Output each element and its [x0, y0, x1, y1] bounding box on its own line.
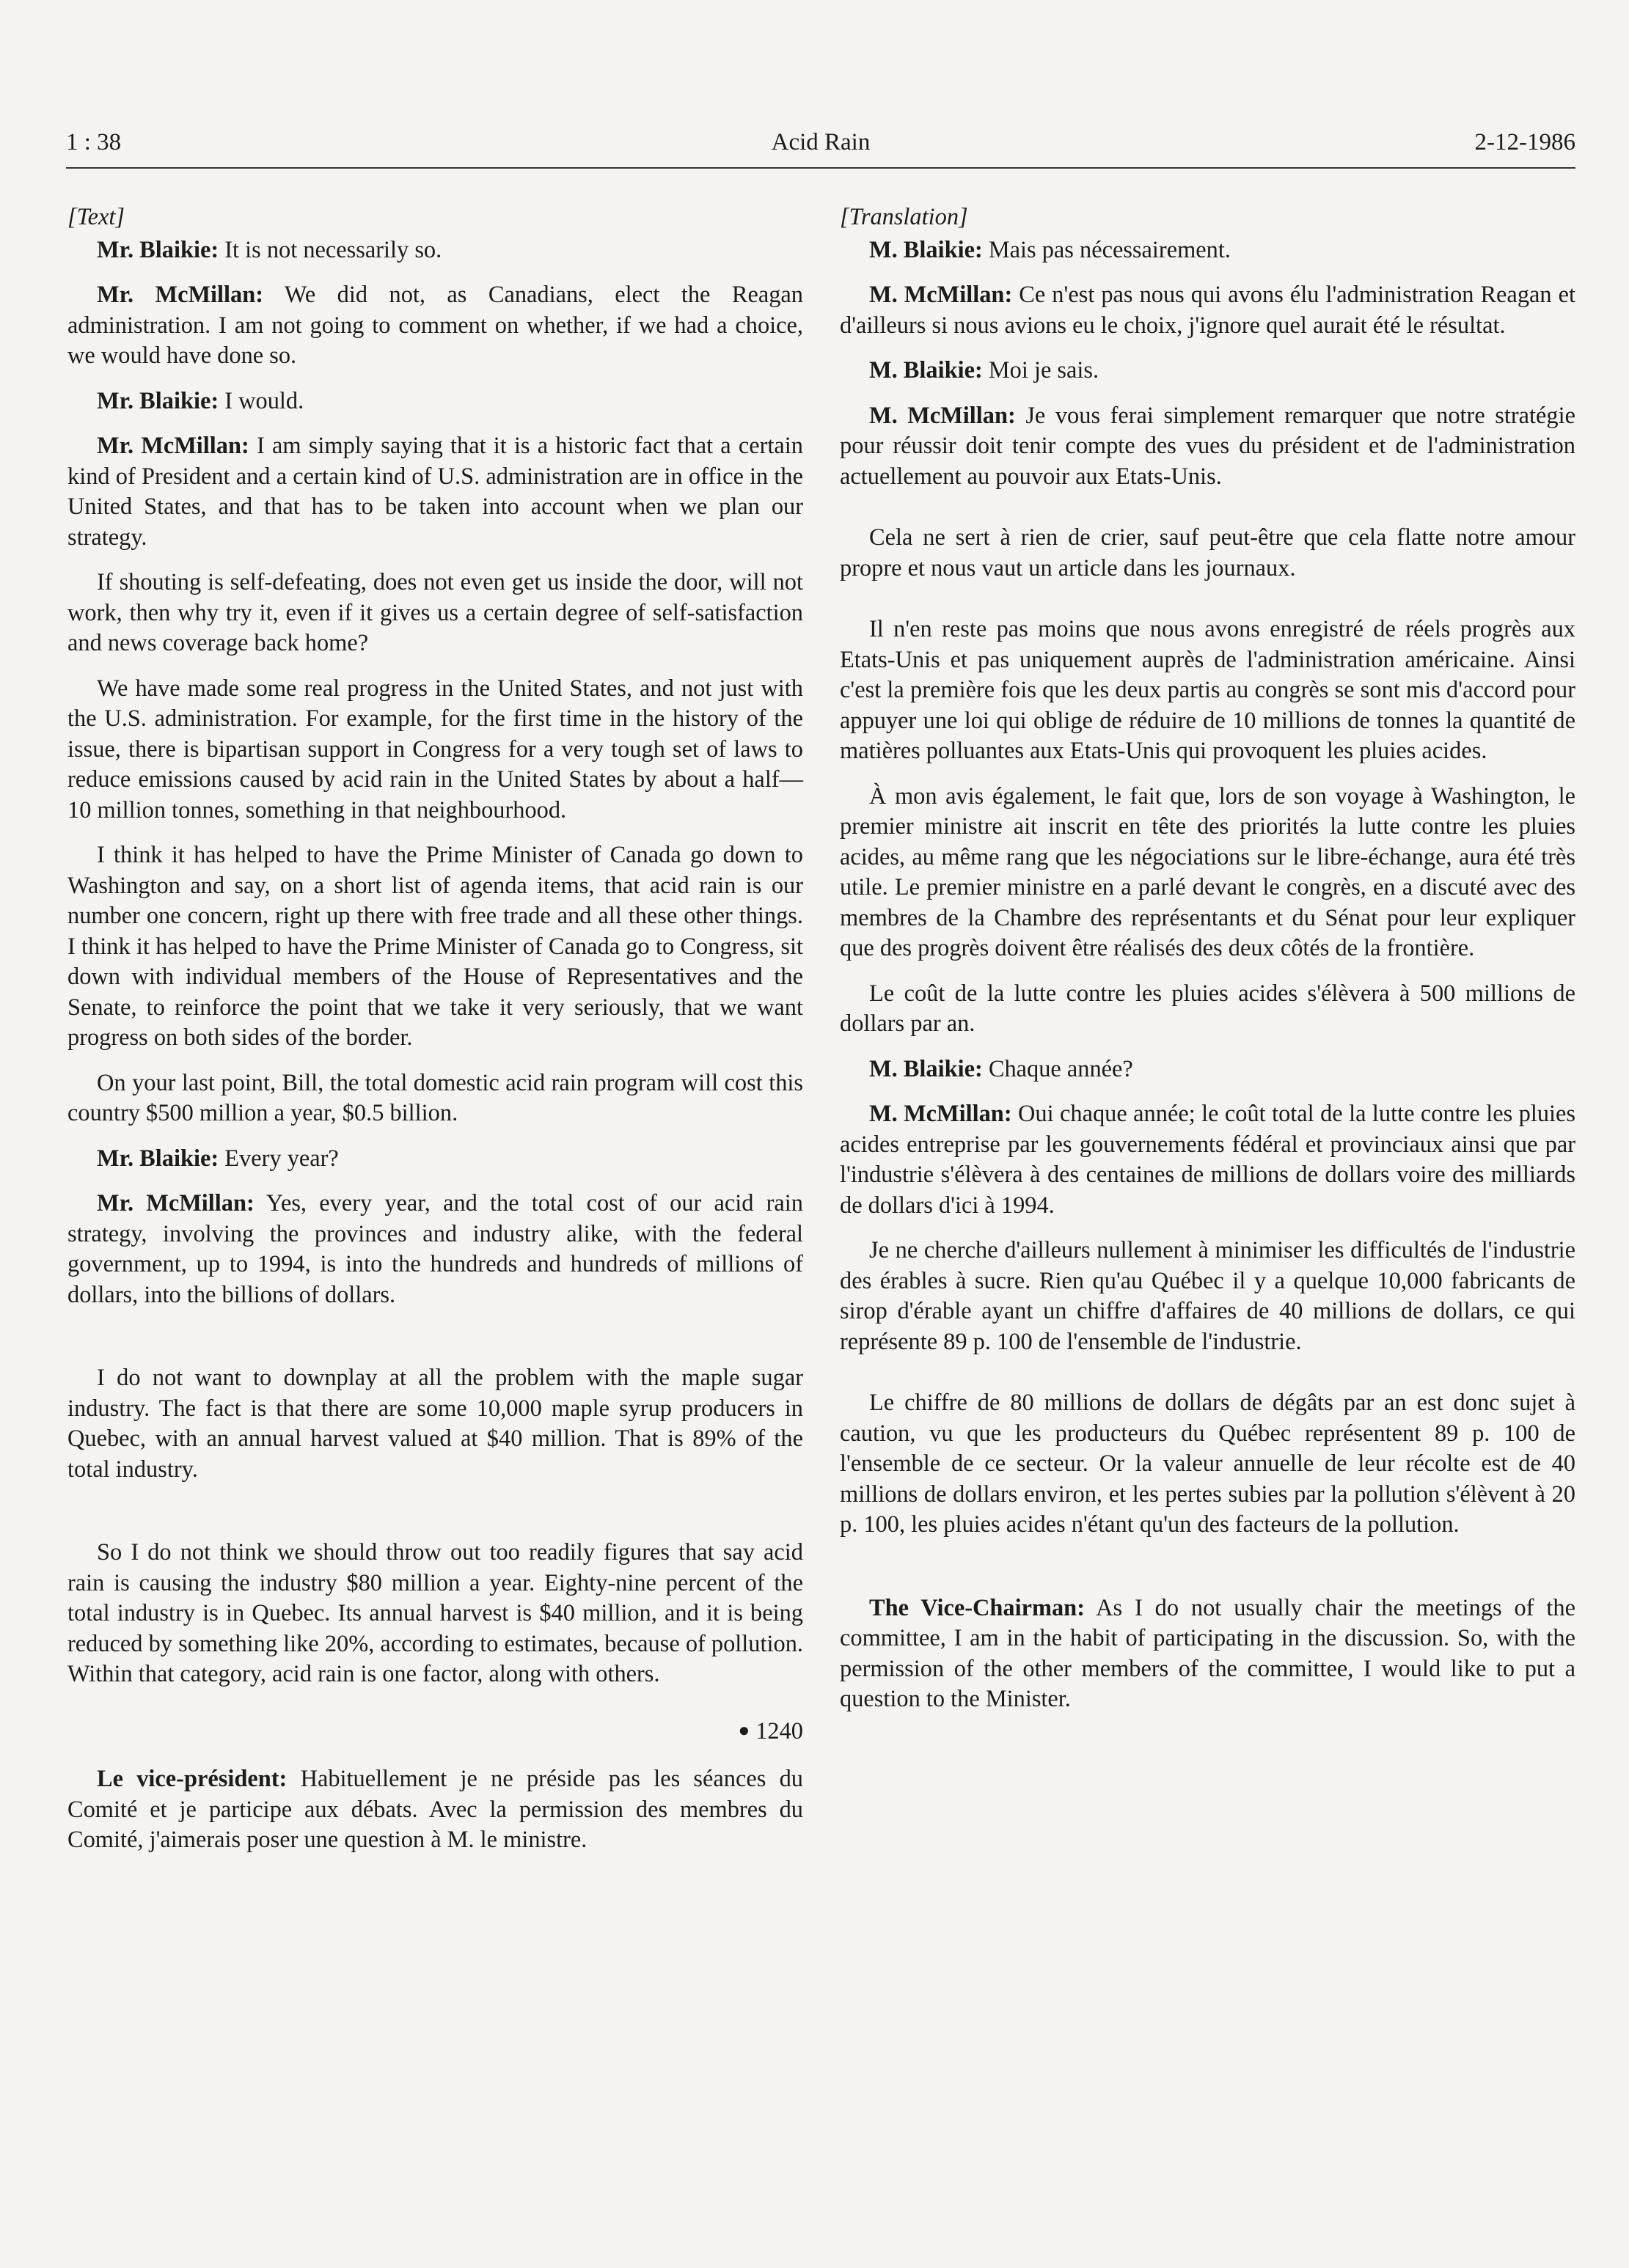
speech-text: Yes, every year, and the total cost of our acid rain strategy, involving the provinces and industry alike, with the federal government, up to 1994, is into the hundreds and hundreds of millions of dollars, into the billions of dollars.: [67, 1190, 803, 1308]
speech-text: It is not necessarily so.: [219, 236, 442, 263]
speaker-name: Mr. Blaikie:: [97, 387, 219, 414]
speech-paragraph: [67, 235, 803, 266]
time-marker: [67, 1715, 803, 1747]
text-paragraph: I think it has helped to have the Prime Minister of Canada go down to Washington and say, on a short list of agenda items, that acid rain is our number one concern, right up there with free trade and all these other things. I think it has helped to have the Prime Minister of Canada go to Congress, sit down with individual members of the House of Representatives and the Senate, to reinforce the point that we take it very seriously, that we want progress on both sides of the border.: [67, 842, 803, 1051]
speech-paragraph: [840, 280, 1575, 341]
speech-paragraph: [840, 401, 1575, 493]
speech-text: Oui chaque année; le coût total de la lutte contre les pluies acides entreprise par les gouvernements fédéral et provinciaux ainsi que par l'industrie s'élèvera à des centaines de millions de dollars voire des milliards de dollars d'ici à 1994.: [840, 1101, 1575, 1219]
text-paragraph: Je ne cherche d'ailleurs nullement à minimiser les difficultés de l'industrie des érables à sucre. Rien qu'au Québec il y a quelque 10,000 fabricants de sirop d'érable ayant un chiffre d'affaires de 40 millions de dollars, ce qui représente 89 p. 100 de l'ensemble de l'industrie.: [840, 1237, 1575, 1355]
spacer: [840, 1372, 1575, 1388]
running-title: Acid Rain: [771, 129, 871, 155]
text-paragraph: So I do not think we should throw out too readily figures that say acid rain is causing the industry $80 million a year. Eighty-nine percent of the total industry is in Quebec. Its annual harvest is $40 million, and it is being reduced by something like 20%, according to estimates, because of pollution. Within that category, acid rain is one factor, along with others.: [67, 1539, 803, 1687]
speech-text: As I do not usually chair the meetings of the committee, I am in the habit of participating in the discussion. So, with the permission of the other members of the committee, I would like to put a question to the Minister.: [840, 1594, 1575, 1712]
language-tag: [Text]: [67, 204, 125, 230]
speaker-name: Mr. Blaikie:: [97, 236, 219, 263]
speech-paragraph: [67, 386, 803, 417]
speech-paragraph: [840, 235, 1575, 266]
speaker-name: M. Blaikie:: [869, 1055, 983, 1082]
speech-text: I would.: [219, 387, 304, 414]
spacer: [840, 507, 1575, 523]
text-paragraph: Le chiffre de 80 millions de dollars de dégâts par an est donc sujet à caution, vu que les producteurs du Québec représentent 89 p. 100 de l'ensemble de ce secteur. Or la valeur annuelle de leur récolte est de 40 millions de dollars environ, et les pertes subies par la pollution s'élèvent à 20 p. 100, les pluies acides n'étant qu'un des facteurs de la pollution.: [840, 1390, 1575, 1538]
text-paragraph: On your last point, Bill, the total domestic acid rain program will cost this country $500 million a year, $0.5 billion.: [67, 1069, 803, 1126]
text-paragraph: I do not want to downplay at all the problem with the maple sugar industry. The fact is that there are some 10,000 maple syrup producers in Quebec, with an annual harvest valued at $40 million. That is 89% of the total industry.: [67, 1365, 803, 1483]
translation-column: [840, 202, 1575, 1730]
speech-text: Chaque année?: [982, 1055, 1133, 1082]
spacer: [840, 598, 1575, 614]
speech-paragraph: [840, 1593, 1575, 1715]
speech-paragraph: [67, 1189, 803, 1310]
speaker-name: Mr. McMillan:: [97, 282, 264, 308]
time-marker-value: 1240: [755, 1717, 803, 1744]
spacer: [67, 1500, 803, 1538]
bullet-icon: ●: [738, 1719, 750, 1741]
header-rule: [66, 167, 1575, 169]
speech-text: I am simply saying that it is a historic fact that a certain kind of President and a certain kind of U.S. administration are in office in the United States, and that has to be taken into account when we plan our strategy.: [67, 433, 804, 551]
speech-text: Ce n'est pas nous qui avons élu l'administration Reagan et d'ailleurs si nous avions eu le choix, j'ignore quel aurait été le résultat.: [840, 282, 1575, 339]
speech-paragraph: [67, 280, 803, 372]
speaker-name: Le vice-président:: [97, 1766, 288, 1792]
speech-paragraph: [67, 431, 803, 553]
speech-paragraph: [840, 1054, 1575, 1085]
page-number: 1 : 38: [66, 129, 122, 155]
speech-text: Mais pas nécessairement.: [982, 236, 1231, 263]
page-header: [66, 129, 1575, 167]
speech-text: Moi je sais.: [982, 357, 1099, 383]
speaker-name: The Vice-Chairman:: [869, 1594, 1085, 1621]
speaker-name: Mr. Blaikie:: [97, 1145, 219, 1172]
speech-paragraph: [840, 1099, 1575, 1221]
speaker-name: Mr. McMillan:: [97, 1190, 255, 1216]
language-tag: [Translation]: [840, 204, 968, 230]
spacer: [67, 1325, 803, 1363]
text-paragraph: À mon avis également, le fait que, lors de son voyage à Washington, le premier ministre ait inscrit en tête des priorités la lutte contre les pluies acides, au même rang que les négociations sur le libre-échange, aura été très utile. Le premier ministre en a parlé devant le congrès, en a discuté avec des membres de la Chambre des représentants et du Sénat pour leur expliquer que des progrès doivent être réalisés des deux côtés de la frontière.: [840, 782, 1575, 961]
speech-text: Every year?: [219, 1145, 339, 1172]
speaker-name: M. McMillan:: [869, 402, 1016, 429]
speaker-name: Mr. McMillan:: [97, 433, 249, 459]
text-paragraph: If shouting is self-defeating, does not even get us inside the door, will not work, then why try it, even if it gives us a certain degree of self-satisfaction and news coverage back home?: [67, 569, 803, 656]
speaker-name: M. Blaikie:: [869, 357, 983, 383]
speech-paragraph: [67, 1144, 803, 1175]
english-column: [67, 202, 803, 1871]
text-paragraph: Il n'en reste pas moins que nous avons enregistré de réels progrès aux Etats-Unis et pas uniquement auprès de l'administration américaine. Ainsi c'est la première fois que les deux partis au congrès se sont mis d'accord pour appuyer une loi qui oblige de réduire de 10 millions de tonnes la quantité de matières polluantes aux Etats-Unis qui provoquent les pluies acides.: [840, 616, 1575, 764]
text-paragraph: Cela ne sert à rien de crier, sauf peut-être que cela flatte notre amour propre et nous vaut un article dans les journaux.: [840, 524, 1575, 581]
speaker-name: M. McMillan:: [869, 282, 1013, 308]
speaker-name: M. Blaikie:: [869, 236, 983, 263]
sitting-date: 2-12-1986: [1474, 129, 1575, 155]
speech-text: We did not, as Canadians, elect the Reagan administration. I am not going to comment on whether, if we had a choice, we would have done so.: [67, 282, 803, 369]
speech-paragraph: [67, 1764, 803, 1856]
speech-paragraph: [840, 356, 1575, 386]
text-paragraph: We have made some real progress in the United States, and not just with the U.S. administration. For example, for the first time in the history of the issue, there is bipartisan support in Congress for a very tough set of laws to reduce emissions caused by acid rain in the United States by about a half—10 million tonnes, something in that neighbourhood.: [67, 675, 803, 823]
text-paragraph: Le coût de la lutte contre les pluies acides s'élèvera à 500 millions de dollars par an.: [840, 980, 1575, 1037]
speaker-name: M. McMillan:: [869, 1101, 1012, 1127]
speech-text: Habituellement je ne préside pas les séances du Comité et je participe aux débats. Avec la permission des membres du Comité, j'aimerais poser une question à M. le ministre.: [67, 1766, 803, 1853]
speech-text: Je vous ferai simplement remarquer que notre stratégie pour réussir doit tenir compte des vues du président et de l'administration actuellement au pouvoir aux Etats-Unis.: [840, 402, 1575, 490]
spacer: [840, 1555, 1575, 1593]
